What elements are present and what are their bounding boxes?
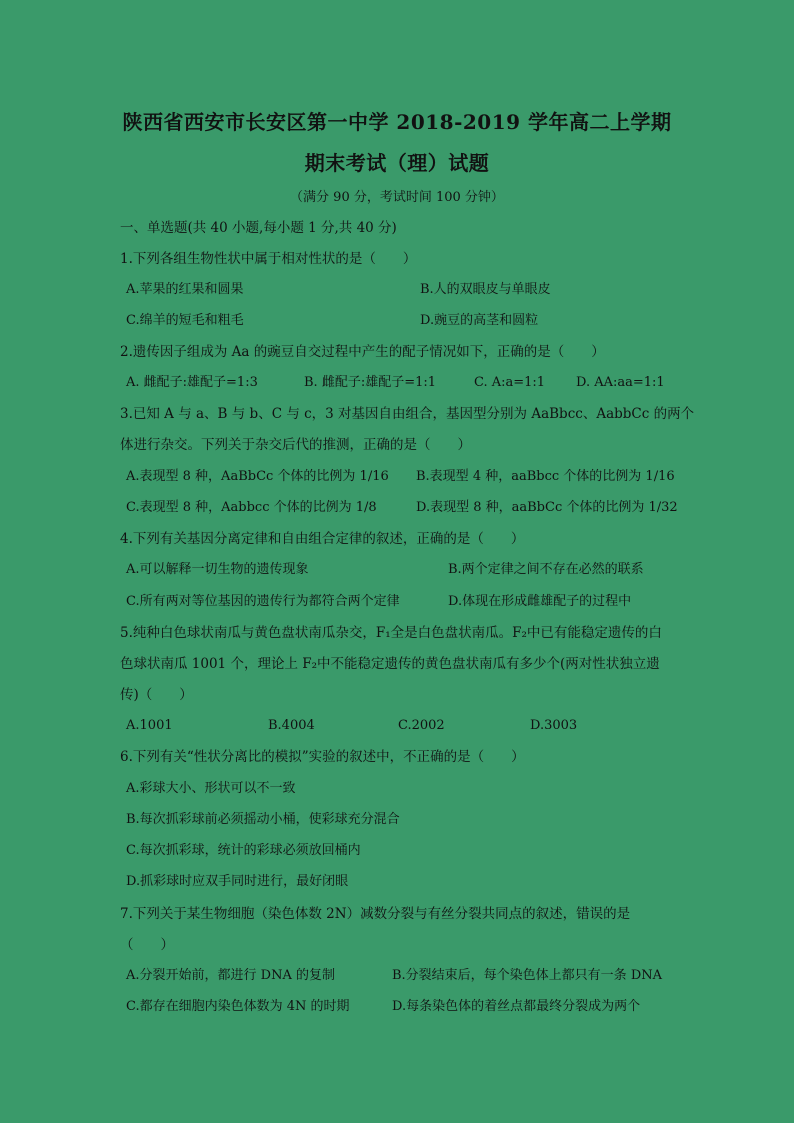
section-heading: 一、单选题(共 40 小题,每小题 1 分,共 40 分) <box>120 220 397 236</box>
question-4-option-c: C.所有两对等位基因的遗传行为都符合两个定律 <box>126 594 400 609</box>
question-7-option-d: D.每条染色体的着丝点都最终分裂成为两个 <box>392 999 641 1014</box>
question-5-option-d: D.3003 <box>530 718 578 733</box>
question-5-stem-line3: 传)（ ） <box>120 687 193 703</box>
question-6-option-c: C.每次抓彩球，统计的彩球必须放回桶内 <box>126 843 361 858</box>
question-4-stem: 4.下列有关基因分离定律和自由组合定律的叙述，正确的是（ ） <box>120 531 525 547</box>
question-3-option-a: A.表现型 8 种，AaBbCc 个体的比例为 1/16 <box>126 469 389 484</box>
question-3-option-c: C.表现型 8 种，Aabbcc 个体的比例为 1/8 <box>126 500 377 515</box>
question-4-option-b: B.两个定律之间不存在必然的联系 <box>448 562 644 577</box>
question-1-option-b: B.人的双眼皮与单眼皮 <box>420 282 551 297</box>
question-5-option-a: A.1001 <box>126 718 173 733</box>
question-7-stem-line1: 7.下列关于某生物细胞（染色体数 2N）减数分裂与有丝分裂共同点的叙述，错误的是 <box>120 906 631 922</box>
question-5-stem-line1: 5.纯种白色球状南瓜与黄色盘状南瓜杂交，F₁全是白色盘状南瓜。F₂中已有能稳定遗传的白 <box>120 625 662 641</box>
exam-title-line2: 期末考试（理）试题 <box>304 151 490 175</box>
question-5-option-c: C.2002 <box>398 718 445 733</box>
question-7-option-b: B.分裂结束后，每个染色体上都只有一条 DNA <box>392 968 663 983</box>
question-7-option-a: A.分裂开始前，都进行 DNA 的复制 <box>126 968 335 983</box>
question-2-option-b: B. 雌配子:雄配子=1:1 <box>304 375 437 390</box>
question-7-stem-line2: （ ） <box>120 937 174 953</box>
question-3-option-d: D.表现型 8 种，aaBbCc 个体的比例为 1/32 <box>416 500 678 515</box>
question-2-stem: 2.遗传因子组成为 Aa 的豌豆自交过程中产生的配子情况如下，正确的是（ ） <box>120 344 605 360</box>
question-3-option-b: B.表现型 4 种，aaBbcc 个体的比例为 1/16 <box>416 469 675 484</box>
question-2-option-c: C. A:a=1:1 <box>474 375 546 390</box>
question-5-option-b: B.4004 <box>268 718 315 733</box>
question-4-option-a: A.可以解释一切生物的遗传现象 <box>126 562 309 577</box>
question-2-option-d: D. AA:aa=1:1 <box>576 375 665 390</box>
question-6-stem: 6.下列有关“性状分离比的模拟”实验的叙述中，不正确的是（ ） <box>120 749 525 765</box>
question-1-option-d: D.豌豆的高茎和圆粒 <box>420 313 539 328</box>
question-4-option-d: D.体现在形成雌雄配子的过程中 <box>448 594 632 609</box>
question-6-option-a: A.彩球大小、形状可以不一致 <box>126 781 296 796</box>
exam-subtitle: （满分 90 分，考试时间 100 分钟） <box>290 190 504 205</box>
question-1-option-c: C.绵羊的短毛和粗毛 <box>126 313 244 328</box>
question-7-option-c: C.都存在细胞内染色体数为 4N 的时期 <box>126 999 350 1014</box>
question-2-option-a: A. 雌配子:雄配子=1:3 <box>126 375 258 390</box>
exam-title-line1: 陕西省西安市长安区第一中学 2018-2019 学年高二上学期 <box>122 110 672 134</box>
question-3-stem-line2: 体进行杂交。下列关于杂交后代的推测，正确的是（ ） <box>120 437 471 453</box>
question-1-stem: 1.下列各组生物性状中属于相对性状的是（ ） <box>120 251 417 267</box>
question-6-option-d: D.抓彩球时应双手同时进行，最好闭眼 <box>126 874 349 889</box>
question-1-option-a: A.苹果的红果和圆果 <box>126 282 244 297</box>
question-5-stem-line2: 色球状南瓜 1001 个，理论上 F₂中不能稳定遗传的黄色盘状南瓜有多少个(两对性状独立遗 <box>120 656 660 672</box>
question-6-option-b: B.每次抓彩球前必须摇动小桶，使彩球充分混合 <box>126 812 400 827</box>
question-3-stem-line1: 3.已知 A 与 a、B 与 b、C 与 c，3 对基因自由组合，基因型分别为 AaBbcc、AabbCc 的两个 <box>120 406 695 422</box>
